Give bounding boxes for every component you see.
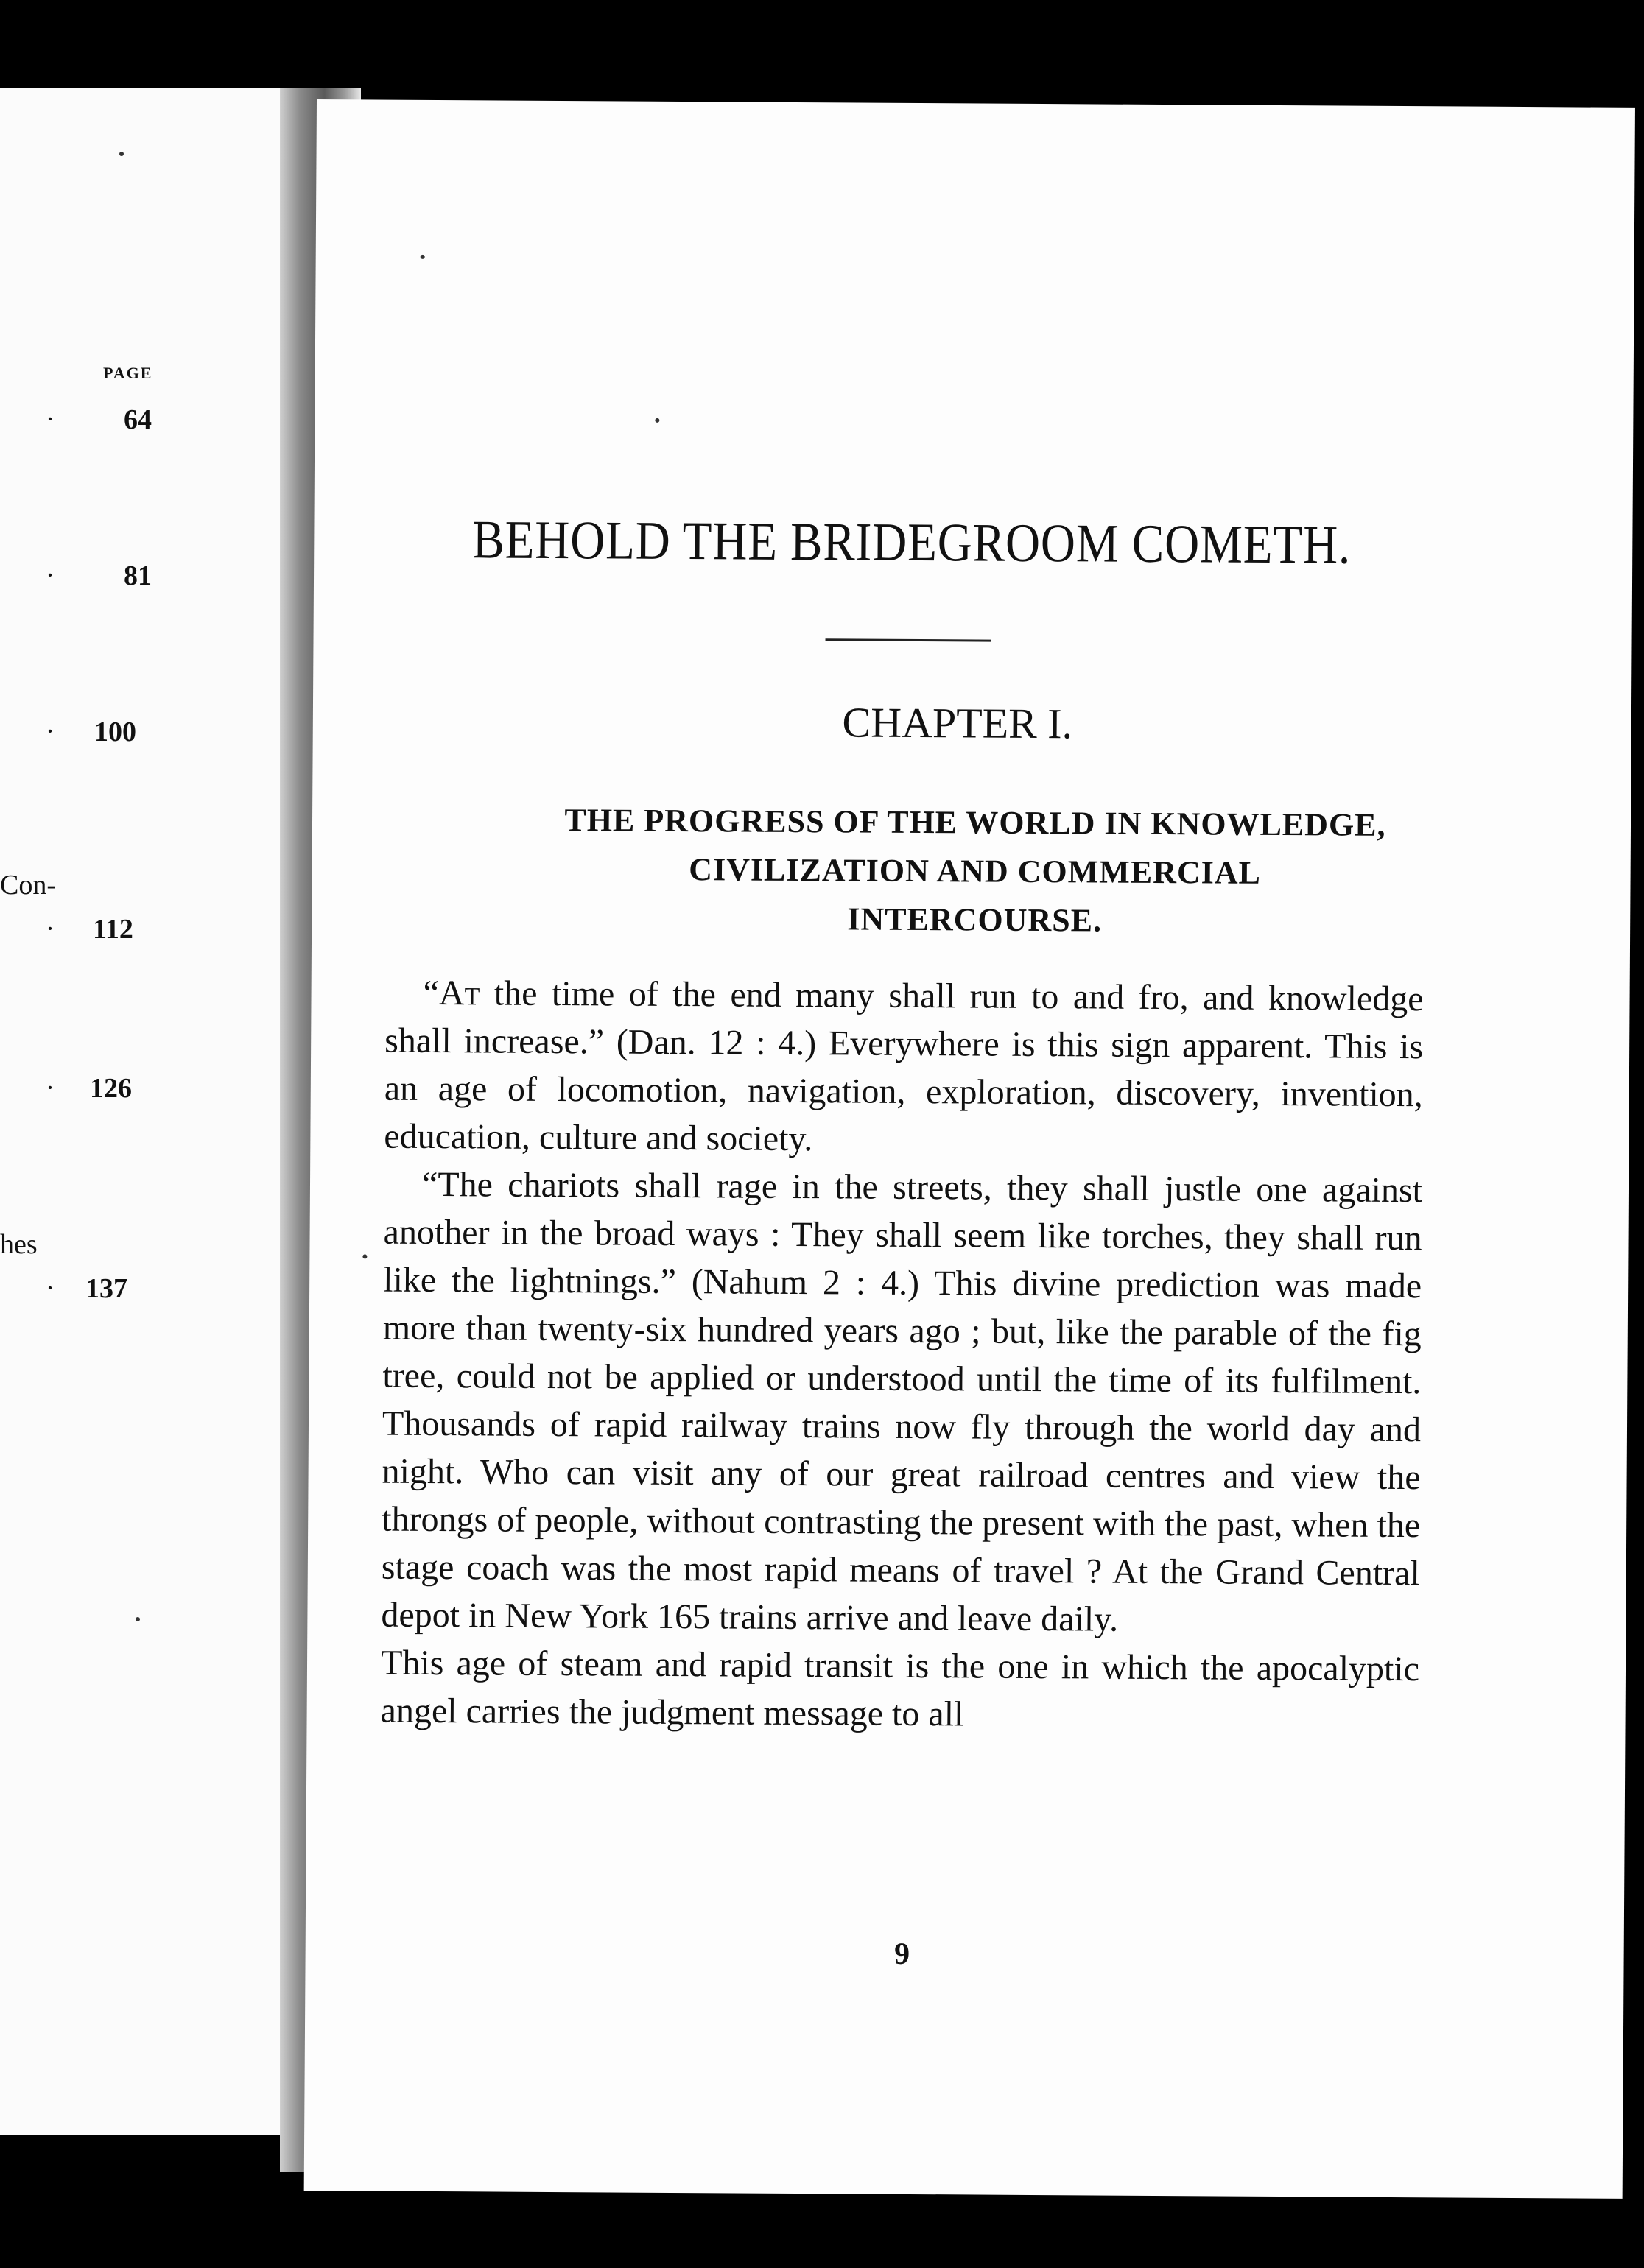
current-page	[304, 99, 1635, 2199]
scan-speck	[136, 1617, 140, 1621]
toc-entry	[0, 560, 295, 604]
toc-entry-fragment: Con-	[0, 870, 56, 901]
paragraph-text: the time of the end many shall run to and fro, and knowledge shall increase.” (Dan. 12 : 4.) Everywhere is this sign apparent. This is an age of locomotion, navigation, exploration, discovery, invention, education, culture and society.	[384, 973, 1424, 1159]
chapter-subtitle-line: THE PROGRESS OF THE WORLD IN KNOWLEDGE,	[564, 802, 1386, 843]
toc-leader: ·	[46, 914, 55, 943]
toc-entry	[0, 404, 295, 448]
toc-page-number: 64	[124, 404, 152, 435]
chapter-subtitle-line: INTERCOURSE.	[847, 901, 1103, 939]
small-caps-lead: At	[438, 973, 480, 1013]
body-paragraph	[380, 1639, 1419, 1742]
page-number: 9	[893, 1937, 910, 1971]
toc-page-number: 112	[93, 914, 133, 945]
scan-speck	[421, 255, 425, 259]
toc-entry	[0, 1228, 295, 1324]
toc-page-number: 126	[90, 1073, 132, 1104]
chapter-subtitle	[385, 795, 1564, 948]
title-divider	[826, 638, 991, 641]
toc-page-number: 100	[94, 716, 136, 747]
body-paragraph	[384, 969, 1424, 1167]
opening-quote: “	[423, 973, 440, 1013]
toc-entry	[0, 1072, 295, 1116]
chapter-body	[380, 969, 1423, 1742]
paragraph-text: This age of steam and rapid transit is the one in which the apocalyptic angel carries the judgment message to all	[380, 1643, 1420, 1734]
toc-entry-fragment: hes	[0, 1229, 38, 1260]
toc-leader: ·	[46, 404, 55, 434]
toc-leader: ·	[46, 560, 55, 590]
toc-entry	[0, 869, 295, 965]
book-title: BEHOLD THE BRIDEGROOM COMETH.	[472, 510, 1352, 576]
chapter-number: CHAPTER I.	[842, 698, 1073, 748]
toc-leader: ·	[46, 716, 55, 746]
scan-speck	[119, 152, 124, 156]
toc-page-heading: PAGE	[103, 364, 153, 382]
toc-page-number: 137	[85, 1273, 127, 1304]
scan-speck	[362, 1254, 367, 1258]
chapter-subtitle-line: CIVILIZATION AND COMMERCIAL	[689, 851, 1262, 891]
toc-entry	[0, 716, 295, 760]
paragraph-text: “The chariots shall rage in the streets, they shall justle one against another in the broad ways : They shall seem like torches, they shall run like the lightnings.” (Nahum 2 : 4.) This divine prediction was made more than twenty-six hundred years ago ; but, like the parable of the fig tree, could not be applied or understood until the time of its fulfilment. Thousands of rapid railway trains now fly through the world day and night. Who can visit any of our great railroad centres and view the throngs of people, without contrasting the present with the past, when the stage coach was the most rapid means of travel ? At the Grand Central depot in New York 165 trains arrive and leave daily.	[381, 1164, 1423, 1639]
scan-speck	[655, 418, 659, 423]
toc-leader: ·	[46, 1073, 55, 1102]
previous-page	[0, 88, 295, 2135]
body-paragraph	[381, 1161, 1422, 1646]
toc-leader: ·	[46, 1273, 55, 1303]
toc-page-number: 81	[124, 560, 152, 591]
